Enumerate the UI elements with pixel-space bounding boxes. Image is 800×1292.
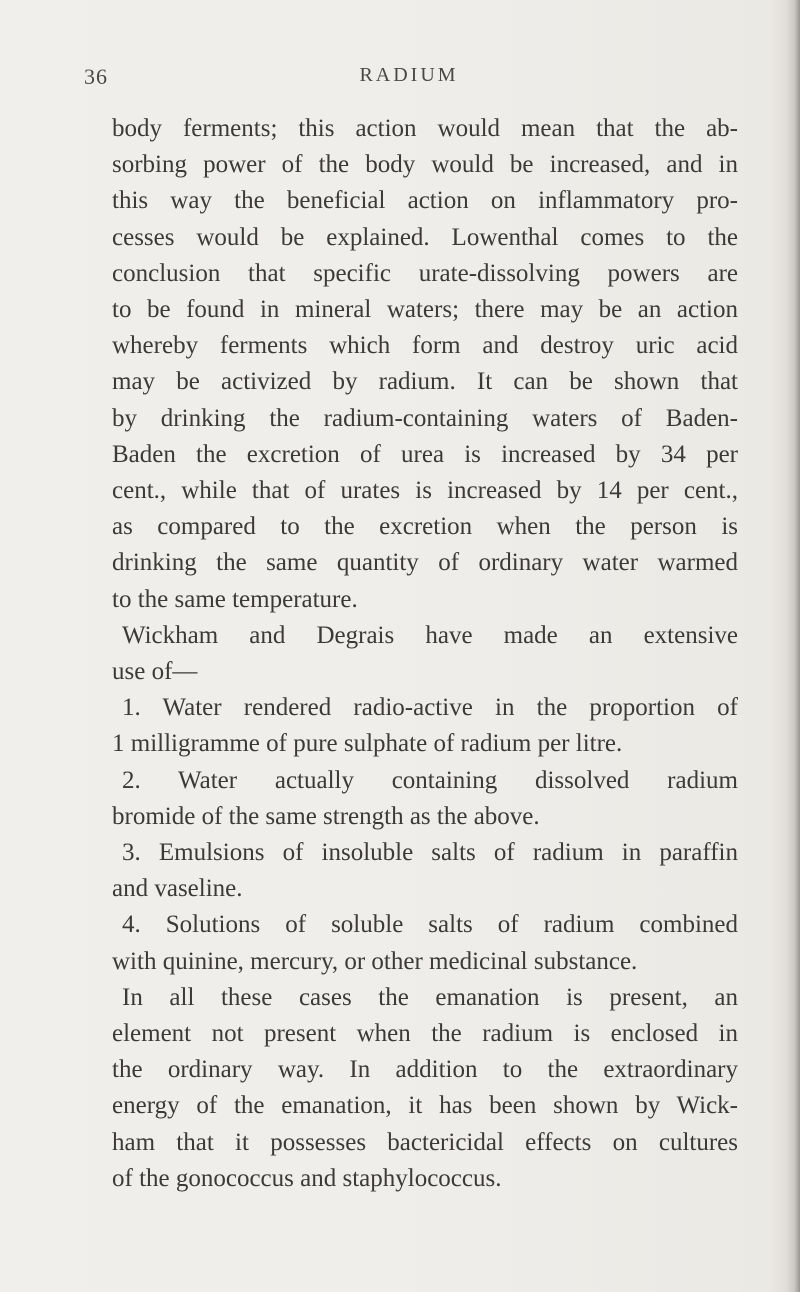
text-line: conclusion that specific urate-dissolving powers are [112,259,738,287]
page-number: 36 [84,64,108,89]
text-line: energy of the emanation, it has been shown by Wick- [112,1092,738,1120]
list-item-4-line: 4. Solutions of soluble salts of radium combined [122,911,738,939]
text-line: In all these cases the emanation is present, an [122,983,738,1011]
list-item-2-line: bromide of the same strength as the above. [112,802,540,830]
body-text [112,111,738,1197]
text-line: whereby ferments which form and destroy uric acid [112,332,738,360]
text-line: as compared to the excretion when the person is [112,513,738,541]
text-line: the ordinary way. In addition to the extraordinary [112,1056,738,1084]
list-item-3-line: 3. Emulsions of insoluble salts of radium in paraffin [122,839,738,867]
text-line: to be found in mineral waters; there may be an action [112,296,738,324]
list-item-1-line: 1 milligramme of pure sulphate of radium per litre. [112,730,623,758]
list-item-2-line: 2. Water actually containing dissolved radium [122,766,738,794]
page-edge-shadow [786,0,800,1292]
list-item-1-line: 1. Water rendered radio-active in the proportion of [122,694,738,722]
text-line: element not present when the radium is enclosed in [112,1020,738,1048]
text-line: by drinking the radium-containing waters of Baden- [112,404,738,432]
text-line: may be activized by radium. It can be shown that [112,368,738,396]
text-line: sorbing power of the body would be increased, and in [112,151,738,179]
running-head [84,64,734,94]
running-title: RADIUM [359,64,459,86]
text-line: cent., while that of urates is increased by 14 per cent., [112,477,738,505]
text-line: ham that it possesses bactericidal effects on cultures [112,1128,738,1156]
text-line: use of— [112,658,198,686]
text-line: body ferments; this action would mean that the ab- [112,115,738,142]
text-line: cesses would be explained. Lowenthal comes to the [112,223,738,251]
text-line: of the gonococcus and staphylococcus. [112,1164,502,1192]
text-line: this way the beneficial action on inflammatory pro- [112,187,738,215]
text-line: Wickham and Degrais have made an extensive [122,621,738,649]
text-line: drinking the same quantity of ordinary water warmed [112,549,738,577]
text-line: to the same temperature. [112,585,358,613]
list-item-3-line: and vaseline. [112,875,243,903]
text-line: Baden the excretion of urea is increased by 34 per [112,440,738,468]
list-item-4-line: with quinine, mercury, or other medicinal substance. [112,947,638,975]
